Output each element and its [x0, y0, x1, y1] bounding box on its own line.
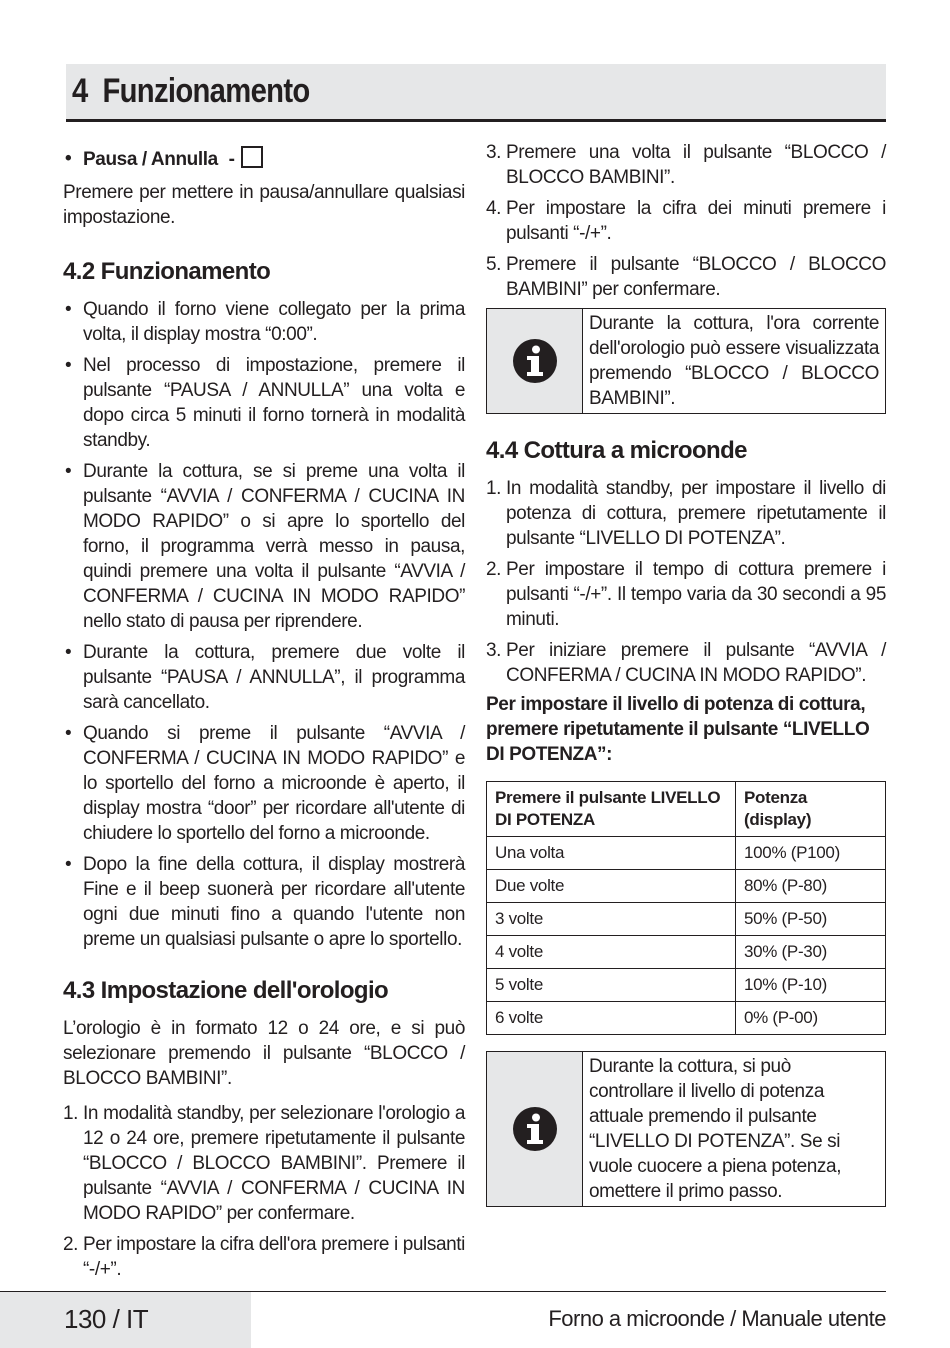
list-item: • Quando si preme il pulsante “AVVIA / CONFERMA / CUCINA IN MODO RAPIDO” e lo sportello del forno a microonde è aperto, il display mostra “door” per ricordare all'utente di chiudere lo sportello del forno a microonde. [63, 721, 465, 846]
table-row [487, 936, 886, 969]
list-item: • Quando il forno viene collegato per la prima volta, il display mostra “0:00”. [63, 297, 465, 347]
info-icon [512, 338, 558, 384]
step-text: In modalità standby, per impostare il livello di potenza di cottura, premere ripetutamente il pulsante “LIVELLO DI POTENZA”. [506, 478, 886, 549]
step-text: Per impostare la cifra dei minuti premere i pulsanti “-/+”. [506, 198, 886, 244]
table-cell: 80% (P-80) [736, 870, 886, 903]
section-4-4-title: 4.4 Cottura a microonde [486, 437, 747, 464]
chapter-name: Funzionamento [102, 72, 310, 110]
section-4-2-title: 4.2 Funzionamento [63, 258, 271, 285]
info-icon [512, 1106, 558, 1152]
note-text: Durante la cottura, si può controllare il livello di potenza attuale premendo il pulsante “LIVELLO DI POTENZA”. Se si vuole cuocere a piena potenza, omettere il primo passo. [589, 1056, 842, 1202]
table-cell: 3 volte [487, 903, 736, 936]
table-cell: 30% (P-30) [736, 936, 886, 969]
square-icon [241, 146, 263, 168]
section-4-3-intro: L’orologio è in formato 12 o 24 ore, e si può selezionare premendo il pulsante “BLOCCO / BLOCCO BAMBINI”. [63, 1018, 465, 1089]
step-number: 2. [63, 1234, 79, 1255]
table-cell: 100% (P100) [736, 837, 886, 870]
step-text: Per iniziare premere il pulsante “AVVIA / CONFERMA / CUCINA IN MODO RAPIDO”. [506, 640, 886, 686]
column-header: Premere il pulsante LIVELLO DI POTENZA [487, 782, 736, 837]
left-column [63, 140, 465, 1288]
step-text: In modalità standby, per selezionare l'orologio a 12 o 24 ore, premere ripetutamente il pulsante “BLOCCO / BLOCCO BAMBINI”. Premere il pulsante “AVVIA / CONFERMA / CUCINA IN MODO RAPIDO” per confermare. [83, 1103, 465, 1224]
list-item: • Durante la cottura, premere due volte il pulsante “PAUSA / ANNULLA”, il programma sarà cancellato. [63, 640, 465, 715]
list-item: • Nel processo di impostazione, premere il pulsante “PAUSA / ANNULLA” una volta e dopo circa 5 minuti il forno tornerà in modalità standby. [63, 353, 465, 453]
step-text: Per impostare la cifra dell'ora premere i pulsanti “-/+”. [83, 1234, 465, 1280]
section-4-3-steps-continued [486, 140, 886, 302]
list-item [486, 476, 886, 551]
section-4-3-title: 4.3 Impostazione dell'orologio [63, 977, 389, 1004]
table-row [487, 969, 886, 1002]
pause-annulla-item [63, 146, 465, 172]
table-cell: 10% (P-10) [736, 969, 886, 1002]
list-item: • Durante la cottura, se si preme una volta il pulsante “AVVIA / CONFERMA / CUCINA IN MODO RAPIDO” o si apre lo sportello del forno, il programma verrà messo in pausa, quindi premere una volta il pulsante “AVVIA / CONFERMA / CUCINA IN MODO RAPIDO” nello stato di pausa per riprendere. [63, 459, 465, 634]
note-icon-cell [487, 309, 583, 413]
table-cell: Una volta [487, 837, 736, 870]
section-4-2-list [63, 297, 465, 952]
pause-label: Pausa / Annulla [83, 149, 218, 170]
page-number: 130 / IT [64, 1304, 149, 1334]
step-number: 3. [486, 142, 502, 163]
table-cell: 4 volte [487, 936, 736, 969]
table-cell: 50% (P-50) [736, 903, 886, 936]
pause-dash: - [228, 149, 235, 170]
table-cell: 5 volte [487, 969, 736, 1002]
table-header-row [487, 782, 886, 837]
chapter-number: 4 [72, 72, 88, 110]
step-number: 4. [486, 198, 502, 219]
power-level-table [486, 781, 886, 1035]
chapter-title [72, 72, 310, 111]
table-cell: Due volte [487, 870, 736, 903]
note-icon-cell [487, 1052, 583, 1206]
section-4-4-steps [486, 476, 886, 688]
table-row [487, 903, 886, 936]
table-cell: 6 volte [487, 1002, 736, 1035]
table-row [487, 1002, 886, 1035]
section-4-3-steps [63, 1101, 465, 1282]
info-note-clock [486, 308, 886, 414]
list-item [63, 1101, 465, 1226]
info-note-power [486, 1051, 886, 1207]
table-cell: 0% (P-00) [736, 1002, 886, 1035]
step-text: Premere il pulsante “BLOCCO / BLOCCO BAMBINI” per confermare. [506, 254, 886, 300]
right-column [486, 140, 886, 1207]
step-text: Premere una volta il pulsante “BLOCCO / BLOCCO BAMBINI”. [506, 142, 886, 188]
table-row [487, 837, 886, 870]
step-text: Per impostare il tempo di cottura premere i pulsanti “-/+”. Il tempo varia da 30 secondi a 95 minuti. [506, 559, 886, 630]
power-level-heading: Per impostare il livello di potenza di cottura, premere ripetutamente il pulsante “LIVELLO DI POTENZA”: [486, 694, 870, 765]
step-number: 1. [63, 1103, 79, 1124]
list-item [486, 638, 886, 688]
table-row [487, 870, 886, 903]
list-item [486, 196, 886, 246]
list-item [63, 1232, 465, 1282]
list-item [486, 557, 886, 632]
list-item [486, 252, 886, 302]
list-item: • Dopo la fine della cottura, il display mostrerà Fine e il beep suonerà per ricordare all'utente ogni due minuti fino a quando l'utente non preme un qualsiasi pulsante o apre lo sportello. [63, 852, 465, 952]
step-number: 3. [486, 640, 502, 661]
manual-title: Forno a microonde / Manuale utente [548, 1306, 886, 1331]
pause-description: Premere per mettere in pausa/annullare qualsiasi impostazione. [63, 182, 465, 228]
step-number: 1. [486, 478, 502, 499]
chapter-header [66, 64, 886, 122]
column-header: Potenza (display) [736, 782, 886, 837]
note-text: Durante la cottura, l'ora corrente dell'orologio può essere visualizzata premendo “BLOCCO / BLOCCO BAMBINI”. [589, 313, 879, 409]
step-number: 5. [486, 254, 502, 275]
step-number: 2. [486, 559, 502, 580]
list-item [486, 140, 886, 190]
